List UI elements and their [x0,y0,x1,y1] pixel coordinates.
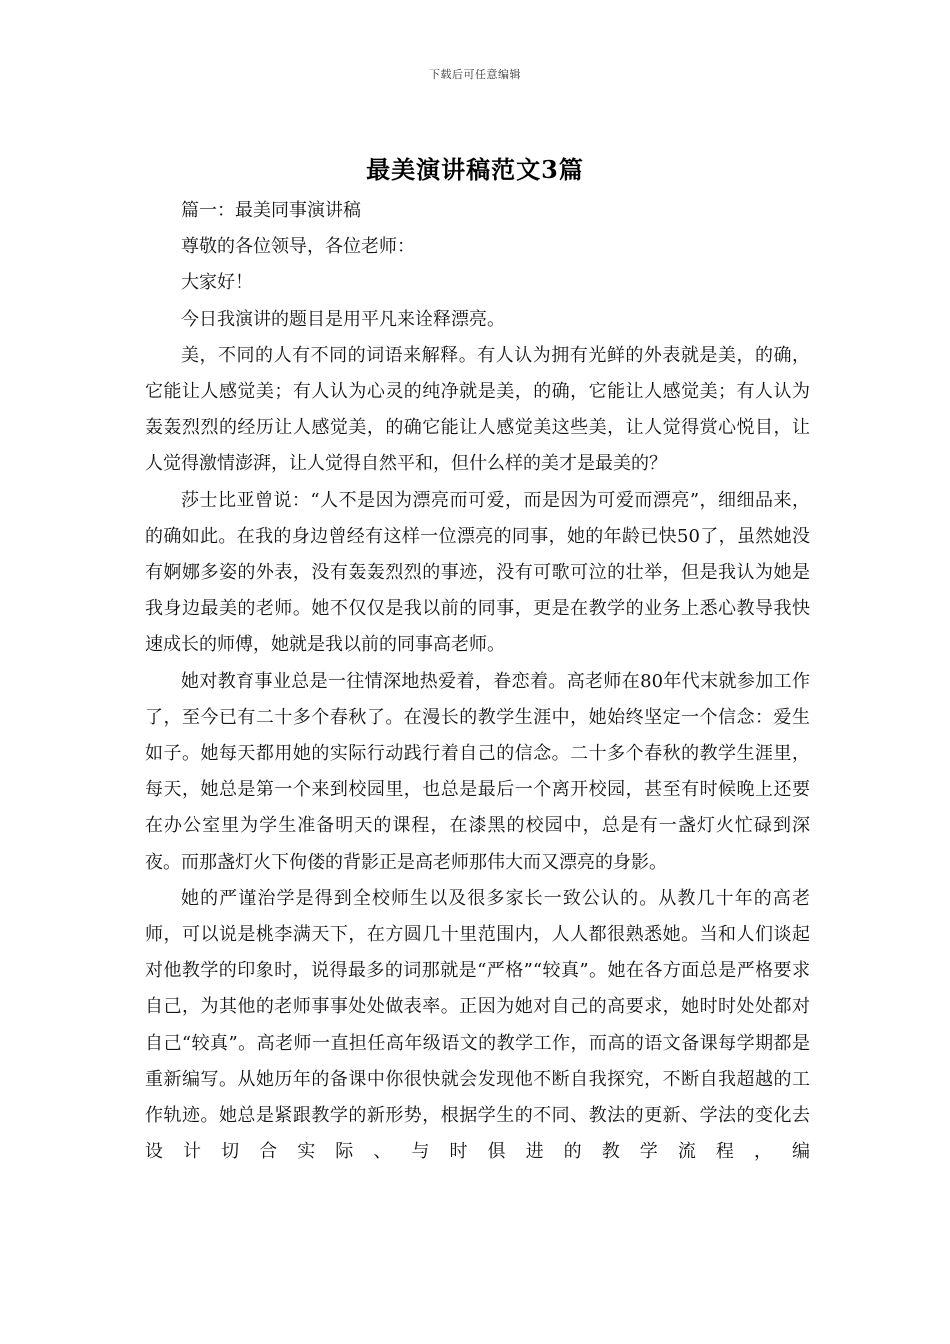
document-body [145,193,810,1170]
document-title: 最美演讲稿范文3篇 [366,155,584,184]
paragraph-body: 她的严谨治学是得到全校师生以及很多家长一致公认的。从教几十年的高老师，可以说是桃李满天下，在方圆几十里范围内，人人都很熟悉她。当和人们谈起对他教学的印象时，说得最多的词那就是“严格”“较真”。她在各方面总是严格要求自己，为其他的老师事事处处做表率。正因为她对自己的高要求，她时时处处都对自己“较真”。高老师一直担任高年级语文的教学工作，而高的语文备课每学期都是重新编写。从她历年的备课中你很快就会发现他不断自我探究，不断自我超越的工作轨迹。她总是紧跟教学的新形势，根据学生的不同、教法的更新、学法的变化去设计切合实际、与时俱进的教学流程，编 [145,887,810,1163]
paragraph-section-heading: 篇一：最美同事演讲稿 [181,200,361,221]
paragraph-topic: 今日我演讲的题目是用平凡来诠释漂亮。 [181,308,505,330]
paragraph-salutation: 尊敬的各位领导，各位老师： [181,236,415,258]
paragraph-body: 她对教育事业总是一往情深地热爱着，眷恋着。高老师在80年代末就参加工作了，至今已有二十多个春秋了。在漫长的教学生涯中，她始终坚定一个信念：爱生如子。她每天都用她的实际行动践行着自己的信念。二十多个春秋的教学生涯里，每天，她总是第一个来到校园里，也总是最后一个离开校园，甚至有时候晚上还要在办公室里为学生准备明天的课程，在漆黑的校园中，总是有一盏灯火忙碌到深夜。而那盏灯火下佝偻的背影正是高老师那伟大而又漂亮的身影。 [145,670,810,873]
header-note: 下载后可任意编辑 [429,68,521,81]
paragraph-body: 美，不同的人有不同的词语来解释。有人认为拥有光鲜的外表就是美，的确，它能让人感觉美；有人认为心灵的纯净就是美，的确，它能让人感觉美；有人认为轰轰烈烈的经历让人感觉美，的确它能让人感觉美这些美，让人觉得赏心悦目，让人觉得激情澎湃，让人觉得自然平和，但什么样的美才是最美的？ [145,344,810,475]
paragraph-body: 莎士比亚曾说：“人不是因为漂亮而可爱，而是因为可爱而漂亮”，细细品来，的确如此。在我的身边曾经有这样一位漂亮的同事，她的年龄已快50了，虽然她没有婀娜多姿的外表，没有轰轰烈烈的事迹，没有可歌可泣的壮举，但是我认为她是我身边最美的老师。她不仅仅是我以前的同事，更是在教学的业务上悉心教导我快速成长的师傅，她就是我以前的同事高老师。 [145,489,810,656]
paragraph-greeting: 大家好！ [181,272,253,294]
